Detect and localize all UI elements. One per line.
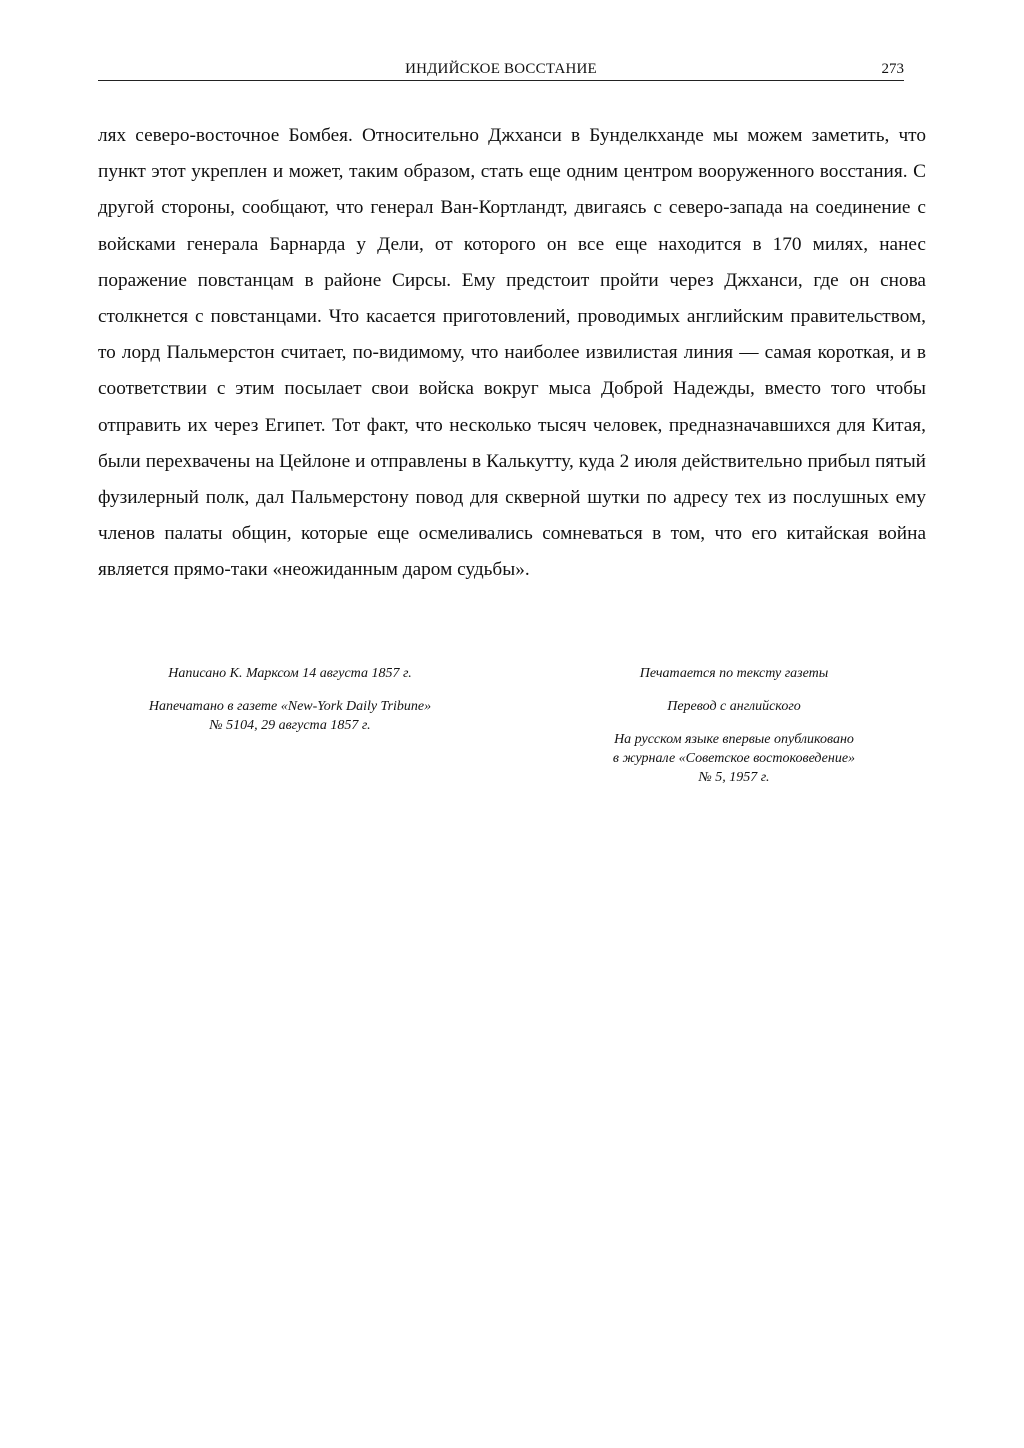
printed-note-line-1: Напечатано в газете «New-York Daily Tribune» — [148, 699, 432, 714]
written-note — [96, 664, 484, 683]
written-note-line: Написано К. Марксом 14 августа 1857 г. — [168, 666, 412, 681]
first-publication-line-1: На русском языке впервые опубликовано — [614, 732, 854, 747]
translation-note-line: Перевод с английского — [667, 699, 801, 714]
first-publication-note — [540, 730, 928, 787]
colophon-right — [540, 664, 928, 801]
printed-note-line-2: № 5104, 29 августа 1857 г. — [209, 718, 371, 733]
running-title: ИНДИЙСКОЕ ВОССТАНИЕ — [405, 61, 597, 77]
first-publication-line-3: № 5, 1957 г. — [698, 770, 770, 785]
page-number: 273 — [881, 61, 904, 77]
body-paragraph: лях северо-восточное Бомбея. Относительно Джханси в Бунделкханде мы можем заметить, что пункт этот укреплен и может, таким образом, стать еще одним центром вооруженного восстания. С другой стороны, сообщают, что генерал Ван-Кортландт, двигаясь с северо-запада на соединение с войсками генерала Барнарда у Дели, от которого он все еще находится в 170 милях, нанес поражение повстанцам в районе Сирсы. Ему предстоит пройти через Джханси, где он снова столкнется с повстанцами. Что касается приготовлений, проводимых английским правительством, то лорд Пальмерстон считает, по-видимому, что наиболее извилистая линия — самая короткая, и в соответствии с этим посылает свои войска вокруг мыса Доброй Надежды, вместо того чтобы отправить их через Египет. Тот факт, что несколько тысяч человек, предназначавшихся для Китая, были перехвачены на Цейлоне и отправлены в Калькутту, куда 2 июля действительно прибыл пятый фузилерный полк, дал Пальмерстону повод для скверной шутки по адресу тех из послушных ему членов палаты общин, которые еще осмеливались сомневаться в том, что его китайская война является прямо-таки «неожиданным даром судьбы». — [98, 125, 926, 581]
colophon-left — [96, 664, 484, 749]
translation-note — [540, 697, 928, 716]
source-note-line: Печатается по тексту газеты — [639, 666, 829, 681]
first-publication-line-2: в журнале «Советское востоковедение» — [612, 751, 856, 766]
running-header — [98, 58, 904, 81]
printed-note — [96, 697, 484, 735]
source-note — [540, 664, 928, 683]
